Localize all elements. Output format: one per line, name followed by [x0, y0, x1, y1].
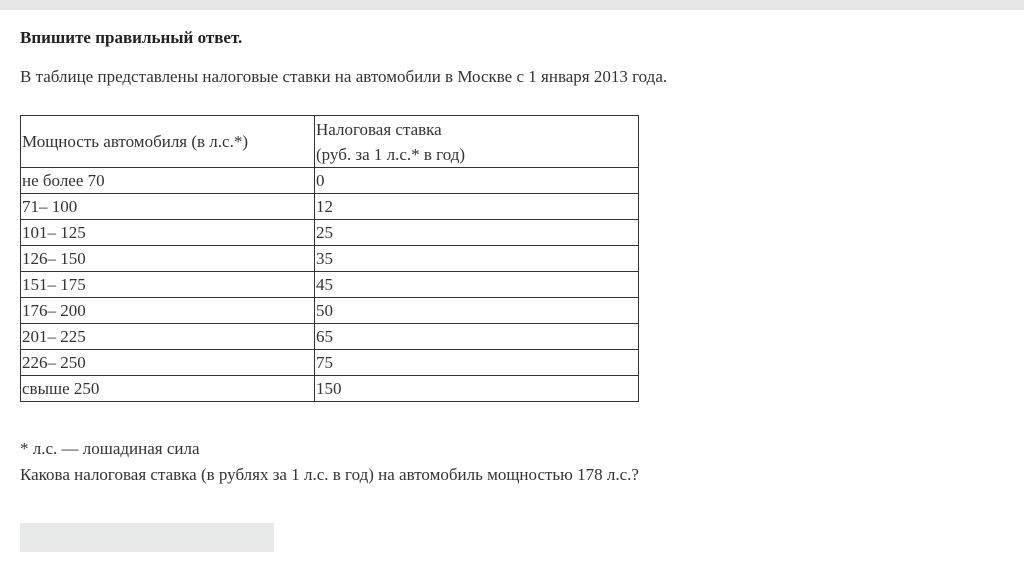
cell-power: 176– 200	[21, 298, 315, 324]
table-row	[21, 220, 639, 246]
cell-power: 101– 125	[21, 220, 315, 246]
cell-power: 226– 250	[21, 350, 315, 376]
cell-power: 151– 175	[21, 272, 315, 298]
cell-power: 126– 150	[21, 246, 315, 272]
table-row	[21, 324, 639, 350]
cell-rate: 12	[315, 194, 639, 220]
cell-rate: 0	[315, 168, 639, 194]
top-bar	[0, 0, 1024, 10]
header-rate-line-1: Налоговая ставка	[316, 119, 442, 139]
cell-rate: 65	[315, 324, 639, 350]
table-row	[21, 350, 639, 376]
table-header-row	[21, 116, 639, 168]
cell-rate: 25	[315, 220, 639, 246]
header-power: Мощность автомобиля (в л.с.*)	[21, 116, 315, 168]
intro-text: В таблице представлены налоговые ставки на автомобили в Москве с 1 января 2013 года.	[20, 67, 668, 86]
table-row	[21, 194, 639, 220]
cell-rate: 75	[315, 350, 639, 376]
cell-power: 201– 225	[21, 324, 315, 350]
question-text: Какова налоговая ставка (в рублях за 1 л.с. в год) на автомобиль мощностью 178 л.с.?	[20, 465, 639, 484]
cell-rate: 50	[315, 298, 639, 324]
cell-power: свыше 250	[21, 376, 315, 402]
cell-rate: 45	[315, 272, 639, 298]
cell-rate: 150	[315, 376, 639, 402]
cell-power: не более 70	[21, 168, 315, 194]
answer-input[interactable]	[20, 523, 274, 552]
table-row	[21, 246, 639, 272]
table-row	[21, 168, 639, 194]
cell-rate: 35	[315, 246, 639, 272]
footnote-text: * л.с. — лошадиная сила	[20, 439, 200, 458]
table-row	[21, 376, 639, 402]
header-rate	[315, 116, 639, 168]
table-row	[21, 298, 639, 324]
table-row	[21, 272, 639, 298]
instruction-text: Впишите правильный ответ.	[20, 28, 243, 47]
tax-rate-table	[20, 115, 639, 402]
cell-power: 71– 100	[21, 194, 315, 220]
header-rate-line-2: (руб. за 1 л.с.* в год)	[316, 144, 466, 164]
